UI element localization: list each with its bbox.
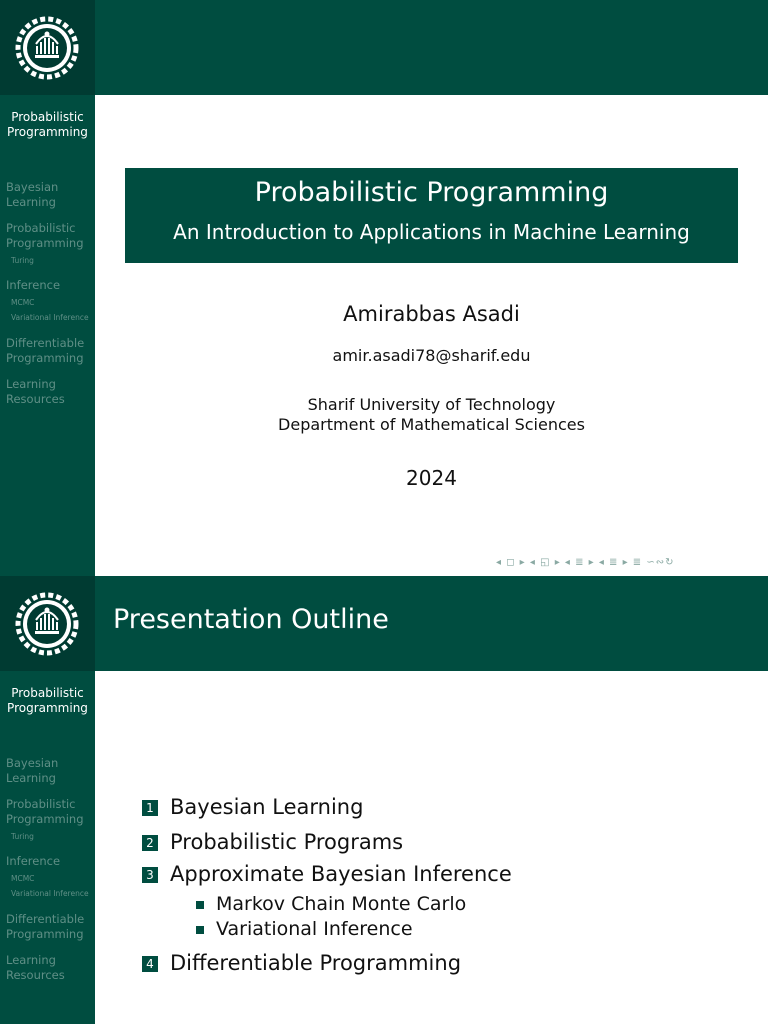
sidebar-item-differentiable-programming[interactable] [6,336,84,366]
frame-title: Presentation Outline [113,604,389,635]
bullet-icon [196,901,204,909]
sidebar-title-line: Probabilistic [11,110,84,124]
outline-item[interactable] [142,795,363,819]
sidebar-item-differentiable-programming[interactable] [6,912,84,942]
sidebar-item-label: Resources [6,392,65,406]
sidebar-title[interactable] [0,110,95,140]
outline-item-label: Differentiable Programming [170,951,462,975]
presentation-date: 2024 [406,466,457,490]
sidebar-subitem-turing[interactable]: Turing [11,832,34,841]
presentation-subtitle: An Introduction to Applications in Machine Learning [173,220,690,244]
sidebar-item-bayesian-learning[interactable] [6,180,58,210]
item-number: 1 [142,800,158,816]
item-number: 4 [142,956,158,972]
university-seal-logo [15,592,79,656]
header-bar [95,576,768,671]
presentation-title: Probabilistic Programming [254,177,609,208]
outline-slide [0,576,768,1024]
institute-line: Department of Mathematical Sciences [278,415,585,434]
sidebar-item-label: Programming [6,812,84,826]
outline-item-label: Approximate Bayesian Inference [170,862,512,886]
sidebar-item-label: Inference [6,278,61,292]
sidebar [0,576,95,1024]
sidebar-item-label: Programming [6,236,84,250]
outline-item[interactable] [142,951,461,975]
sidebar-title-line: Probabilistic [11,686,84,700]
sidebar-item-label: Programming [6,351,84,365]
outline-subitem[interactable] [196,893,466,915]
title-block [125,168,738,263]
outline-subitem-label: Variational Inference [216,918,413,940]
sidebar-item-label: Differentiable [6,336,85,350]
sidebar-item-inference[interactable] [6,854,60,869]
sidebar-item-label: Inference [6,854,61,868]
sidebar-item-label: Probabilistic [6,221,76,235]
sidebar-item-probabilistic-programming[interactable] [6,797,84,827]
outline-item-label: Bayesian Learning [170,795,364,819]
outline-item[interactable] [142,862,512,886]
bullet-icon [196,926,204,934]
institute-line: Sharif University of Technology [307,395,556,414]
item-number: 2 [142,835,158,851]
sidebar-item-label: Bayesian [6,756,59,770]
sidebar-item-label: Bayesian [6,180,59,194]
logo-box [0,0,95,95]
university-seal-logo [15,16,79,80]
outline-item-label: Probabilistic Programs [170,830,404,854]
header-bar [95,0,768,95]
sidebar-item-label: Learning [6,377,56,391]
sidebar-item-label: Programming [6,927,84,941]
sidebar-title[interactable] [0,686,95,716]
sidebar-subitem-mcmc[interactable]: MCMC [11,874,35,883]
sidebar-subitem-variational-inference[interactable]: Variational Inference [11,313,89,322]
sidebar-subitem-turing[interactable]: Turing [11,256,34,265]
logo-box [0,576,95,671]
sidebar-item-label: Learning [6,195,56,209]
sidebar-item-probabilistic-programming[interactable] [6,221,84,251]
sidebar-item-label: Probabilistic [6,797,76,811]
sidebar-item-learning-resources[interactable] [6,953,65,983]
navigation-controls[interactable]: ◂ ◻ ▸ ◂ ◱ ▸ ◂ ≣ ▸ ◂ ≣ ▸ ≣ ∽∾↻ [496,557,675,568]
outline-subitem[interactable] [196,918,413,940]
sidebar-subitem-mcmc[interactable]: MCMC [11,298,35,307]
author-email: amir.asadi78@sharif.edu [332,346,531,365]
sidebar-item-label: Differentiable [6,912,85,926]
sidebar-item-label: Learning [6,771,56,785]
author-name: Amirabbas Asadi [343,302,520,326]
sidebar-title-line: Programming [7,701,88,715]
sidebar-item-bayesian-learning[interactable] [6,756,58,786]
item-number: 3 [142,867,158,883]
sidebar-item-label: Learning [6,953,56,967]
outline-item[interactable] [142,830,403,854]
sidebar-subitem-variational-inference[interactable]: Variational Inference [11,889,89,898]
sidebar-item-inference[interactable] [6,278,60,293]
sidebar-title-line: Programming [7,125,88,139]
outline-subitem-label: Markov Chain Monte Carlo [216,893,467,915]
sidebar [0,0,95,576]
sidebar-item-learning-resources[interactable] [6,377,65,407]
sidebar-item-label: Resources [6,968,65,982]
